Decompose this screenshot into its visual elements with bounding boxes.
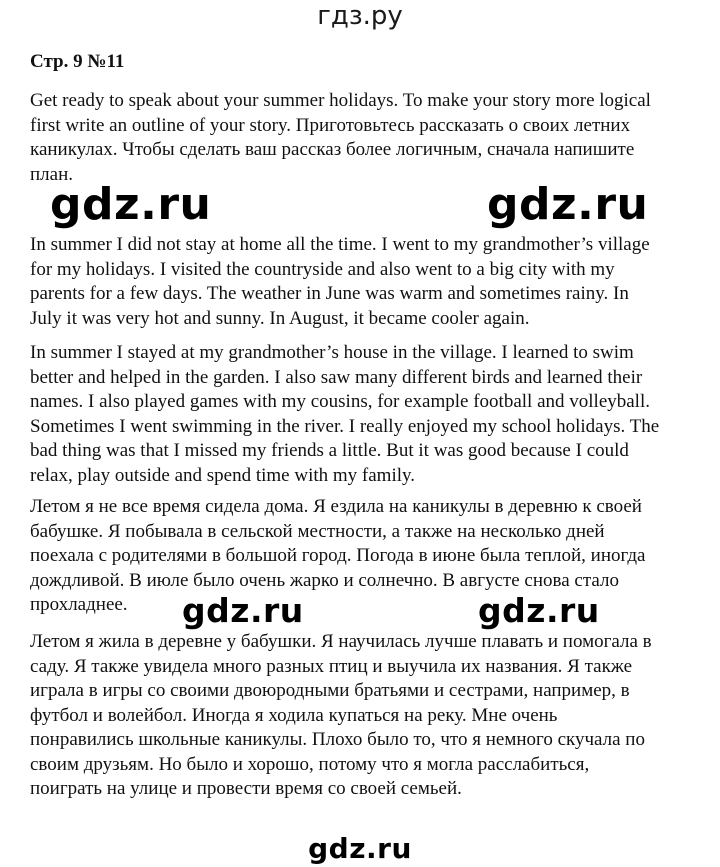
watermark: gdz.ru: [478, 591, 600, 630]
text-line: parents for a few days. The weather in June was warm and sometimes rainy. In: [30, 283, 629, 304]
text-line: first write an outline of your story. Приготовьтесь рассказать о своих летних: [30, 114, 631, 136]
text-line: Летом я не все время сидела дома. Я ездила на каникулы в деревню к своей: [30, 496, 642, 517]
text-line: better and helped in the garden. I also saw many different birds and learned their: [30, 366, 643, 388]
site-header: гдз.ру: [317, 1, 403, 31]
footer-watermark: gdz.ru: [308, 832, 412, 865]
task-paragraph: [30, 89, 680, 187]
english-paragraph-2: [30, 341, 680, 488]
text-line: In summer I stayed at my grandmother’s house in the village. I learned to swim: [30, 342, 634, 363]
text-line: прохладнее.: [30, 594, 128, 615]
text-line: саду. Я также увидела много разных птиц и выучила их названия. Я также: [30, 655, 633, 677]
russian-paragraph-2: [30, 630, 680, 802]
watermark: gdz.ru: [50, 179, 212, 230]
text-line: July it was very hot and sunny. In August, it became cooler again.: [30, 307, 530, 329]
text-line: names. I also played games with my cousins, for example football and volleyball.: [30, 391, 650, 412]
text-line: Sometimes I went swimming in the river. I really enjoyed my school holidays. The: [30, 415, 660, 437]
text-line: бабушке. Я побывала в сельской местности, а также на несколько дней: [30, 520, 605, 542]
text-line: план.: [30, 163, 74, 185]
english-paragraph-1: [30, 233, 680, 331]
text-line: играла в игры со своими двоюродными братьями и сестрами, например, в: [30, 680, 630, 701]
text-line: bad thing was that I missed my friends a little. But it was good because I could: [30, 440, 629, 461]
text-line: каникулах. Чтобы сделать ваш рассказ более логичным, сначала напишите: [30, 139, 635, 160]
text-line: поиграть на улице и провести время со своей семьей.: [30, 778, 462, 799]
text-line: поехала с родителями в большой город. Погода в июне была теплой, иногда: [30, 545, 646, 566]
text-line: футбол и волейбол. Иногда я ходила купаться на реку. Мне очень: [30, 704, 558, 726]
text-line: Летом я жила в деревне у бабушки. Я научилась лучше плавать и помогала в: [30, 631, 652, 652]
text-line: дождливой. В июле было очень жарко и солнечно. В августе снова стало: [30, 569, 619, 591]
text-line: In summer I did not stay at home all the time. I went to my grandmother’s village: [30, 234, 650, 255]
text-line: relax, play outside and spend time with my family.: [30, 464, 416, 486]
page-reference: Стр. 9 №11: [30, 51, 125, 72]
watermark: gdz.ru: [487, 179, 649, 230]
text-line: Get ready to speak about your summer holidays. To make your story more logical: [30, 90, 651, 111]
text-line: for my holidays. I visited the countryside and also went to a big city with my: [30, 258, 615, 280]
watermark: gdz.ru: [182, 591, 304, 630]
text-line: своим друзьям. Но было и хорошо, потому что я могла расслабиться,: [30, 753, 590, 775]
text-line: понравились школьные каникулы. Плохо было то, что я немного скучала по: [30, 729, 645, 750]
